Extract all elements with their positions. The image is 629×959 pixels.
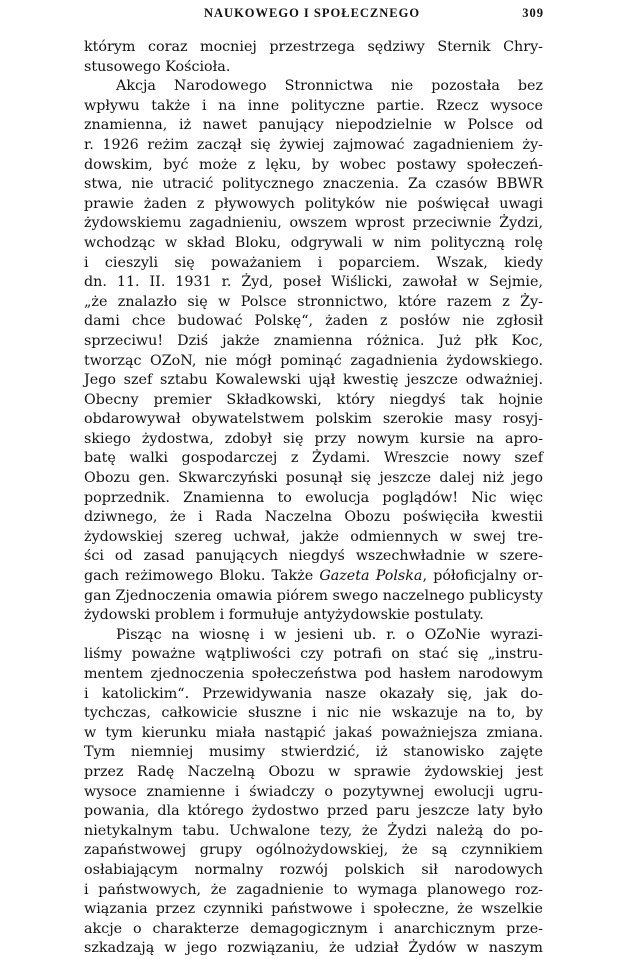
text-line: żydowskiemu zagadnieniu, owszem wprost przeciwnie Żydzi, (84, 215, 543, 232)
text-line: dziwnego, że i Rada Naczelna Obozu poświęciła kwestii (84, 509, 543, 526)
text-line: znamienna, iż nawet panujący niepodzielnie w Polsce od (84, 117, 543, 134)
text-line: gach reżimowego Bloku. Także Gazeta Polska, półoficjalny or- (84, 568, 543, 585)
text-line: dn. 11. II. 1931 r. Żyd, poseł Wiślicki, zawołał w Sejmie, (84, 274, 543, 291)
text-line: Obecny premier Składkowski, który niegdyś tak hojnie (84, 391, 543, 408)
text-line: stusowego Kościoła. (84, 58, 231, 75)
body-text (84, 38, 543, 959)
text-line: obdarowywał obywatelstwem polskim szerokie masy rosyj- (84, 411, 543, 428)
text-line: r. 1926 reżim zaczął się żywiej zajmować zagadnieniem ży- (84, 136, 543, 153)
text-line: akcje o charakterze demagogicznym i anarchicznym prze- (84, 920, 543, 937)
text-line: wysoce znamienne i świadczy o pozytywnej ewolucji ugru- (84, 783, 543, 800)
text-line: Akcja Narodowego Stronnictwa nie pozostała bez (116, 78, 543, 95)
text-line: osłabiającym normalny rozwój polskich sił narodowych (84, 861, 543, 878)
text-line: Obozu gen. Skwarczyński posunął się jeszcze dalej niż jego (84, 470, 543, 487)
text-line: i państwowych, że zagadnienie to wymaga planowego roz- (84, 881, 543, 898)
text-line: dowskim, być może z lęku, by wobec postawy społeczeń- (84, 156, 543, 173)
text-line: żydowski problem i formułuje antyżydowskie postulaty. (84, 607, 484, 624)
text-line: tychczas, całkowicie słuszne i nic nie wskazuje na to, by (84, 705, 543, 722)
text-line: w tym kierunku miała nastąpić jakaś poważniejsza zmiana. (84, 724, 543, 741)
text-line: żydowskiej szereg uchwał, jakże odmiennych w swej tre- (84, 528, 543, 545)
text-line: ści od zasad panujących niegdyś wszechwładnie w szere- (84, 548, 543, 565)
text-line: mentem zjednoczenia społeczeństwa pod hasłem narodowym (84, 666, 543, 682)
header-title: NAUKOWEGO I SPOŁECZNEGO (204, 6, 421, 20)
text-line: szkadzają w jego rozwiązaniu, że udział Żydów w naszym (84, 940, 543, 957)
text-line: zapaństwowej grupy ogólnożydowskiej, że są czynnikiem (84, 842, 543, 859)
text-line: tworząc OZoN, nie mógł pominąć zagadnienia żydowskiego. (84, 352, 543, 369)
text-line: powania, dla którego żydostwo przed paru jeszcze laty było (84, 803, 543, 820)
text-line: sprzeciwu! Dziś jakże znamienna różnica. Już płk Koc, (84, 332, 543, 349)
text-line: Pisząc na wiosnę i w jesieni ub. r. o OZoNie wyrazi- (116, 626, 543, 643)
text-line: batę walki gospodarczej z Żydami. Wreszcie nowy szef (84, 450, 543, 467)
text-line: gan Zjednoczenia omawia piórem swego naczelnego publicysty (84, 587, 543, 604)
text-line: i katolickim“. Przewidywania nasze okazały się, jak do- (84, 685, 543, 702)
text-line: którym coraz mocniej przestrzega sędziwy Sternik Chry- (84, 39, 543, 55)
text-line: wchodząc w skład Bloku, odgrywali w nim polityczną rolę (84, 234, 543, 251)
text-line: poprzednik. Znamienna to ewolucja poglądów! Nic więc (84, 489, 543, 506)
text-line: skiego żydostwa, zdobył się przy nowym kursie na apro- (84, 430, 543, 447)
text-line: stwa, nie utracić politycznego znaczenia. Za czasów BBWR (84, 176, 543, 193)
text-line: Jego szef sztabu Kowalewski ujął kwestię jeszcze odważniej. (84, 372, 543, 389)
text-line: nietykalnym tabu. Uchwalone tezy, że Żydzi należą do po- (84, 822, 543, 839)
text-line: prawie żaden z pływowych polityków nie poświęcał uwagi (84, 195, 543, 212)
text-line: przez Radę Naczelną Obozu w sprawie żydowskiej jest (84, 763, 543, 780)
running-header (84, 6, 544, 26)
text-line: dami chce budować Polskę“, żaden z posłów nie zgłosił (84, 313, 543, 330)
text-line: Tym niemniej musimy stwierdzić, iż stanowisko zajęte (84, 744, 543, 761)
text-line: wiązania przez czynniki państwowe i społeczne, że wszelkie (84, 901, 543, 918)
text-line: liśmy poważne wątpliwości czy potrafi on stać się „instru- (84, 646, 543, 663)
text-line: wpływu także i na inne polityczne partie. Rzecz wysoce (84, 97, 543, 114)
page-number: 309 (522, 6, 544, 20)
text-line: „że znalazło się w Polsce stronnictwo, które razem z Ży- (84, 293, 543, 310)
text-line: i cieszyli się poważaniem i poparciem. Wszak, kiedy (84, 254, 543, 271)
